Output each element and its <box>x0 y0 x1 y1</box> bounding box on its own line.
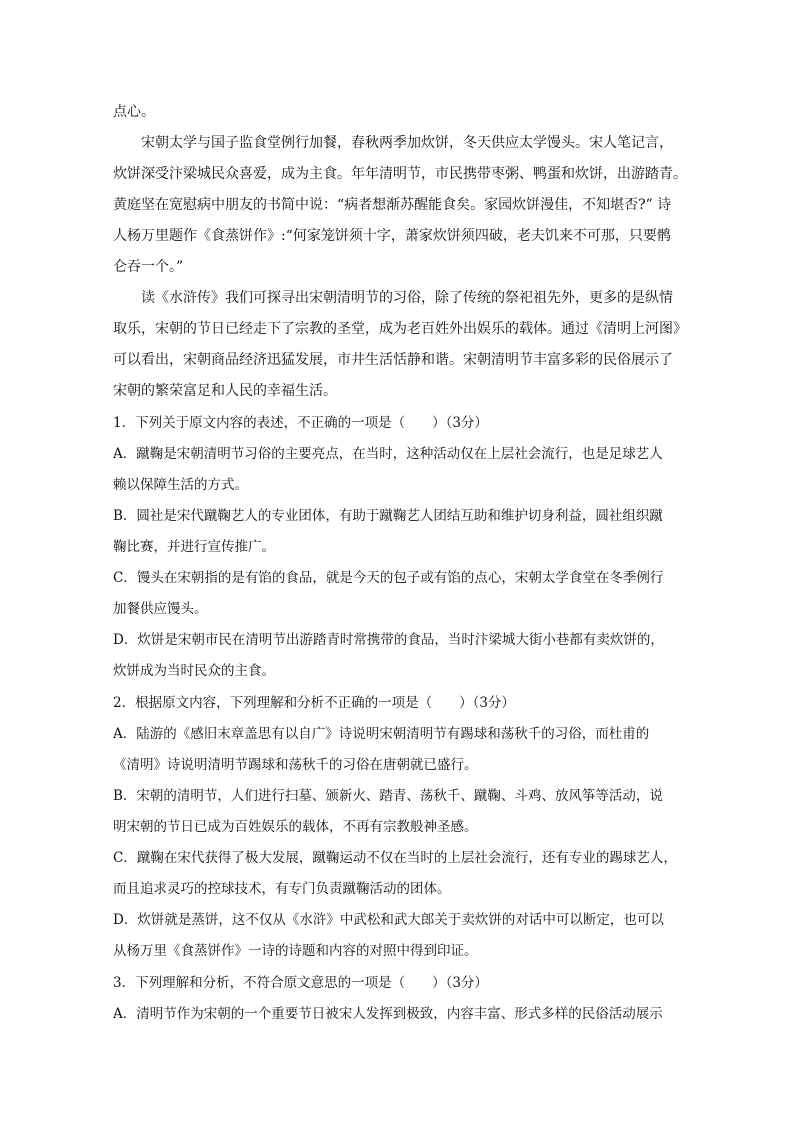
question-1-option-b: B．圆社是宋代蹴鞠艺人的专业团体，有助于蹴鞠艺人团结互助和维护切身利益，圆社组织蹴 <box>113 508 663 524</box>
question-2-option-d: D．炊饼就是蒸饼，这不仅从《水浒》中武松和武大郎关于卖炊饼的对话中可以断定，也可以 <box>113 912 664 928</box>
question-2-option-c: 而且追求灵巧的控球技术，有专门负责蹴鞠活动的团体。 <box>113 881 451 897</box>
passage-line: 可以看出，宋朝商品经济迅猛发展，市井生活恬静和谐。宋朝清明节丰富多彩的民俗展示了 <box>113 352 673 368</box>
question-1-option-a: A．蹴鞠是宋朝清明节习俗的主要亮点，在当时，这种活动仅在上层社会流行，也是足球艺人 <box>113 446 663 462</box>
question-2-option-b: 明宋朝的节日已成为百姓娱乐的载体，不再有宗教般神圣感。 <box>113 819 478 835</box>
passage-line: 点心。 <box>113 104 155 120</box>
passage-line: 宋朝的繁荣富足和人民的幸福生活。 <box>113 383 337 399</box>
question-2-option-b: B．宋朝的清明节，人们进行扫墓、颁新火、踏青、荡秋千、蹴鞠、斗鸡、放风筝等活动，说 <box>113 788 663 804</box>
question-2-stem: 2．根据原文内容，下列理解和分析不正确的一项是（ ）（3分） <box>113 695 515 711</box>
passage-line: 黄庭坚在宽慰病中朋友的书简中说：“病者想渐苏醒能食矣。家园炊饼漫佳，不知堪否?” 诗 <box>113 197 672 213</box>
question-1-option-c: C．馒头在宋朝指的是有馅的食品，就是今天的包子或有馅的点心，宋朝太学食堂在冬季例行 <box>113 570 664 586</box>
question-1-option-b: 鞠比赛，并进行宣传推广。 <box>113 539 275 555</box>
passage-line: 宋朝太学与国子监食堂例行加餐，春秋两季加炊饼，冬天供应太学馒头。宋人笔记言， <box>141 135 673 151</box>
question-2-option-d: 从杨万里《食蒸饼作》一诗的诗题和内容的对照中得到印证。 <box>113 943 478 959</box>
question-2-option-a: 《清明》诗说明清明节踢球和荡秋千的习俗在唐朝就已盛行。 <box>113 757 478 773</box>
question-3-stem: 3．下列理解和分析，不符合原文意思的一项是（ ）（3分） <box>113 975 488 991</box>
question-1-option-c: 加餐供应馒头。 <box>113 601 208 617</box>
question-1-stem: 1．下列关于原文内容的表述，不正确的一项是（ ）（3分） <box>113 415 488 431</box>
passage-line: 仑吞一个。” <box>113 259 184 275</box>
question-2-option-a: A．陆游的《感旧末章盖思有以自广》诗说明宋朝清明节有踢球和荡秋千的习俗，而杜甫的 <box>113 726 650 742</box>
question-1-option-a: 赖以保障生活的方式。 <box>113 477 248 493</box>
passage-line: 炊饼深受汴梁城民众喜爱，成为主食。年年清明节，市民携带枣粥、鸭蛋和炊饼，出游踏青。 <box>113 166 687 182</box>
question-1-option-d: 炊饼成为当时民众的主食。 <box>113 663 275 679</box>
passage-line: 人杨万里题作《食蒸饼作》:“何家笼饼须十字，萧家炊饼须四破，老夫饥来不可那，只要鹘 <box>113 228 671 244</box>
passage-line: 取乐，宋朝的节日已经走下了宗教的圣堂，成为老百姓外出娱乐的载体。通过《清明上河图》 <box>113 321 687 337</box>
question-1-option-d: D．炊饼是宋朝市民在清明节出游踏青时常携带的食品，当时汴梁城大街小巷都有卖炊饼的， <box>113 632 664 648</box>
question-2-option-c: C．蹴鞠在宋代获得了极大发展，蹴鞠运动不仅在当时的上层社会流行，还有专业的踢球艺人， <box>113 850 677 866</box>
passage-line: 读《水浒传》我们可探寻出宋朝清明节的习俗，除了传统的祭祀祖先外，更多的是纵情 <box>141 290 673 306</box>
question-3-option-a: A．清明节作为宋朝的一个重要节日被宋人发挥到极致，内容丰富、形式多样的民俗活动展示 <box>113 1006 663 1022</box>
